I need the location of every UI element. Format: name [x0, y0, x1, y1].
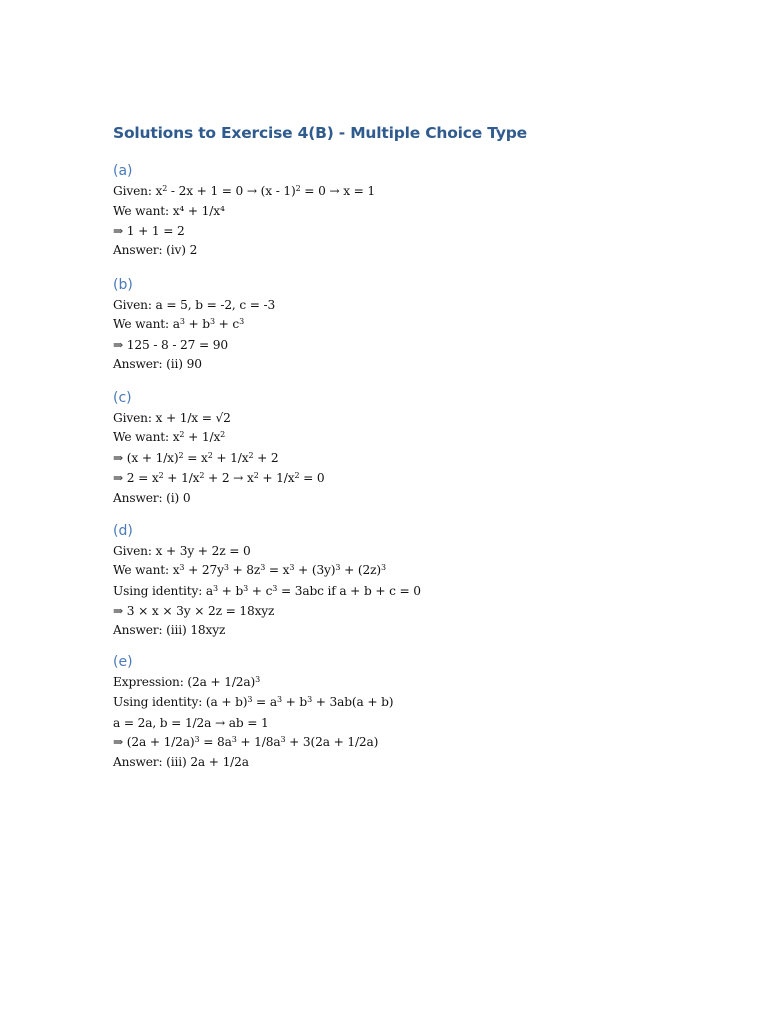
solution-line: Given: x + 3y + 2z = 0 [113, 544, 251, 558]
solution-line: ⇒ $(x + 1/x)^2 = x^2 + 1/x^2 + 2$ [113, 450, 279, 465]
answer-line: Answer: (i) 0 [113, 491, 191, 506]
solution-line: We want: $x^3 + 27y^3 + 8z^3 = x^3 + (3y)^3 + (2z)^3$ [113, 563, 386, 578]
solution-line: Given: x + 1/x = √2 [113, 411, 231, 425]
section-heading: (e) [113, 654, 133, 670]
answer-line: Answer: (iii) 2a + 1/2a [113, 755, 249, 770]
solution-line: We want: $x^2 + 1/x^2$ [113, 430, 226, 445]
page-title: Solutions to Exercise 4(B) - Multiple Choice Type [113, 124, 527, 142]
section-a [113, 161, 375, 260]
section-c [113, 388, 325, 508]
solution-line: ⇒ $2 = x^2 + 1/x^2 + 2 \to x^2 + 1/x^2 = 0$ [113, 470, 325, 485]
solution-line: ⇒ $(2a + 1/2a)^3 = 8a^3 + 1/8a^3 + 3(2a + 1/2a)$ [113, 734, 379, 749]
section-heading: (d) [113, 523, 133, 539]
answer-line: Answer: (iv) 2 [113, 242, 198, 257]
section-heading: (b) [113, 277, 133, 293]
solution-line: Given: $x^2 - 2x + 1 = 0 \to (x - 1)^2 = 0 \to x = 1$ [113, 184, 376, 198]
solution-line: We want: $a^3 + b^3 + c^3$ [113, 317, 245, 332]
section-d [113, 521, 421, 640]
solution-line: a = 2a, b = 1/2a → ab = 1 [113, 715, 269, 730]
section-heading: (c) [113, 390, 132, 406]
solution-line: We want: x⁴ + 1/x⁴ [113, 204, 225, 219]
solution-line: ⇒ 3 × x × 3y × 2z = 18xyz [113, 603, 275, 618]
solution-line: Using identity: $(a + b)^3 = a^3 + b^3 + 3ab(a + b)$ [113, 695, 394, 710]
section-b [113, 275, 275, 374]
answer-line: Answer: (ii) 90 [113, 356, 202, 371]
solution-line: ⇒ 1 + 1 = 2 [113, 223, 185, 238]
section-e [113, 652, 393, 772]
solution-line: Using identity: $a^3 + b^3 + c^3 = 3abc$ if a + b + c = 0 [113, 583, 421, 598]
solution-line: Given: a = 5, b = -2, c = -3 [113, 298, 276, 312]
solution-line: Expression: $(2a + 1/2a)^3$ [113, 675, 261, 689]
answer-line: Answer: (iii) 18xyz [113, 623, 226, 638]
section-heading: (a) [113, 163, 133, 179]
solution-line: ⇒ 125 - 8 - 27 = 90 [113, 337, 228, 352]
